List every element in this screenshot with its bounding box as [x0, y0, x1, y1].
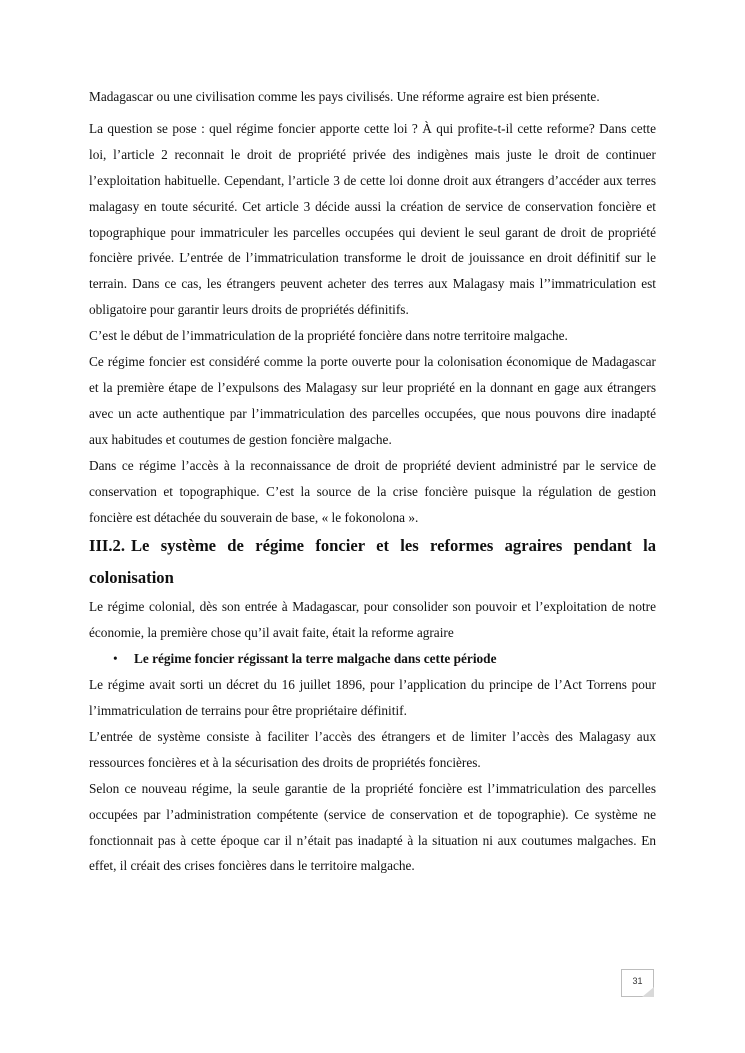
- bullet-icon: •: [113, 651, 118, 667]
- page-curl-icon: [642, 987, 654, 997]
- paragraph-intro-continuation: Madagascar ou une civilisation comme les pays civilisés. Une réforme agraire est bien présente.: [89, 89, 600, 104]
- page-number-box: [621, 969, 654, 997]
- section-number: III.2.: [89, 536, 125, 556]
- paragraph-decret-1896: Le régime avait sorti un décret du 16 juillet 1896, pour l’application du principe de l’Act Torrens pour l’immatriculation de terrains pour être propriétaire définitif.: [89, 677, 656, 719]
- bullet-text: Le régime foncier régissant la terre malgache dans cette période: [134, 651, 497, 667]
- document-page: [89, 84, 656, 879]
- paragraph-regime-colonial: Le régime colonial, dès son entrée à Madagascar, pour consolider son pouvoir et l’exploitation de notre économie, la première chose qu’il avait faite, était la reforme agraire: [89, 599, 656, 641]
- paragraph-question: La question se pose : quel régime foncier apporte cette loi ? À qui profite-t-il cette reforme? Dans cette loi, l’article 2 reconnait le droit de propriété privée des indigènes mais juste le droit de continuer l’exploitation habituelle. Cependant, l’article 3 de cette loi donne droit aux étrangers d’accéder aux terres malagasy en toute sécurité. Cet article 3 décide aussi la création de service de conservation foncière et topographique pour immatriculer les parcelles occupées qui devient le seul garant de droit de propriété foncière privée. L’entrée de l’immatriculation transforme le droit de jouissance en droit définitif sur le terrain. Dans ce cas, les étrangers peuvent acheter des terres aux Malagasy mais l’’immatriculation est obligatoire pour garantir leurs droits de propriétés définitifs.: [89, 120, 656, 318]
- section-heading: [89, 530, 656, 594]
- paragraph-immatriculation-start: C’est le début de l’immatriculation de la propriété foncière dans notre territoire malgache.: [89, 328, 568, 344]
- paragraph-crise-fonciere: Dans ce régime l’accès à la reconnaissance de droit de propriété devient administré par le service de conservation et topographique. C’est la source de la crise foncière puisque la régulation de gestion foncière est détachée du souverain de base, « le fokonolona ».: [89, 457, 656, 525]
- paragraph-colonisation-economique: Ce régime foncier est considéré comme la porte ouverte pour la colonisation économique de Madagascar et la première étape de l’expulsons des Malagasy sur leur propriété en la donnant en gage aux étrangers avec un acte authentique par l’immatriculation des parcelles occupées, que nous pouvons dire inadapté aux habitudes et coutumes de gestion foncière malgache.: [89, 354, 656, 447]
- bullet-item: [89, 646, 656, 672]
- page-number: 31: [632, 976, 643, 986]
- paragraph-acces-etrangers: L’entrée de système consiste à faciliter l’accès des étrangers et de limiter l’accès des Malagasy aux ressources foncières et à la sécurisation des droits de propriétés foncières.: [89, 728, 656, 770]
- paragraph-garantie-propriete: Selon ce nouveau régime, la seule garantie de la propriété foncière est l’immatriculation des parcelles occupées par l’administration compétente (service de conservation et de topographie). Ce système ne fonctionnait pas à cette époque car il n’était pas inadapté à la situation ni aux coutumes malgaches. En effet, il créait des crises foncières dans le territoire malgache.: [89, 780, 656, 874]
- section-title: Le système de régime foncier et les reformes agraires pendant la colonisation: [89, 536, 656, 588]
